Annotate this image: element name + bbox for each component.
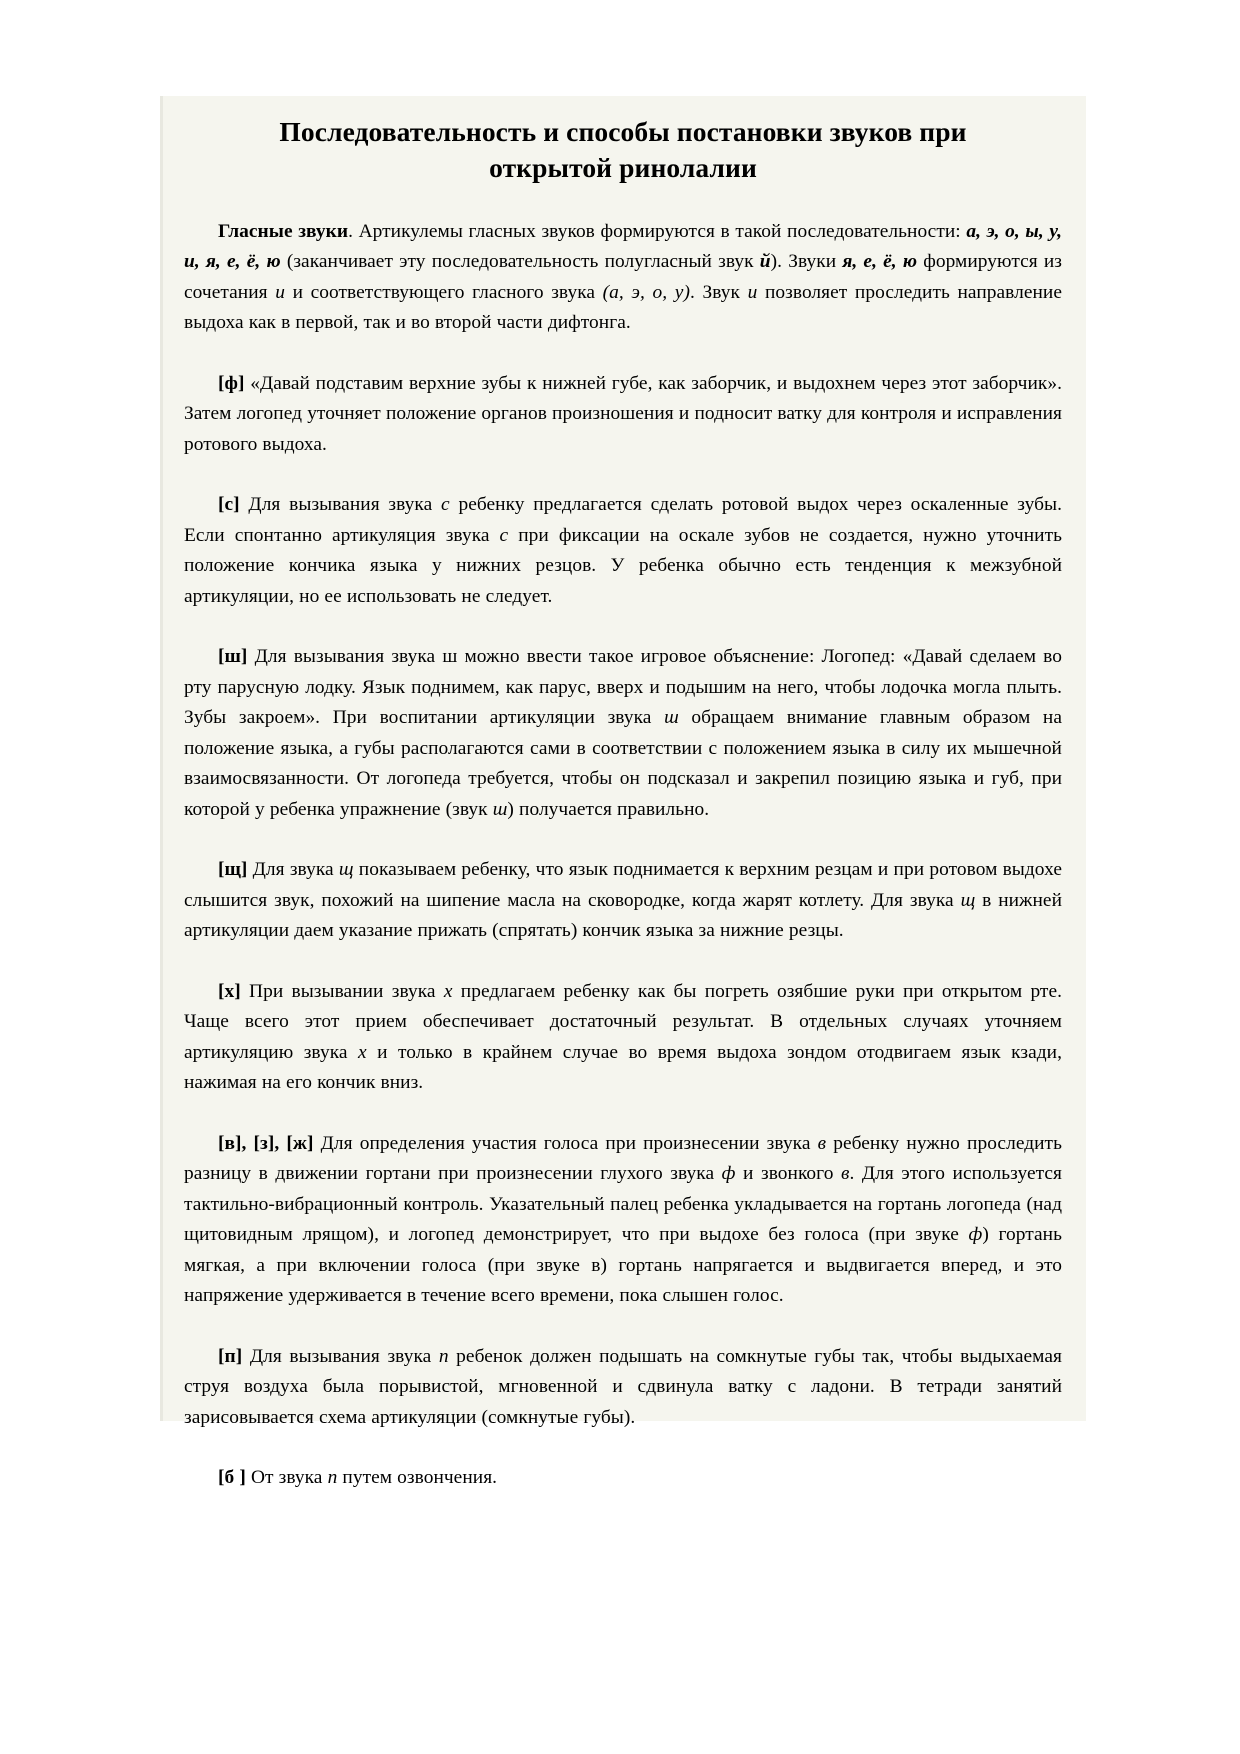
paragraph-sound-p bbox=[184, 1342, 1062, 1434]
sound-h-letter-2: х bbox=[357, 1041, 367, 1063]
vowel-sequence: а, э, о, ы, у, и, я, е, ё, ю bbox=[184, 220, 1062, 273]
sound-sh-t2: обращаем внимание главным образом на положение языка, а губы располагаются сами в соответствии с положением языка в силу их мышечной взаимосвязанности. От логопеда требуется, чтобы он подсказал и закрепил позицию языка и губ, при которой у ребенка упражнение (звук bbox=[184, 707, 1063, 820]
sound-vzzh-t1: Для определения участия голоса при произнесении звука bbox=[313, 1132, 818, 1154]
sound-b-letter-1: п bbox=[327, 1467, 338, 1489]
sound-vzzh-letter-3: в bbox=[840, 1163, 850, 1185]
sound-vzzh-letter-1: в bbox=[817, 1132, 827, 1154]
document-sheet bbox=[160, 96, 1086, 1489]
sound-tag-p: [п] bbox=[218, 1345, 243, 1367]
sound-p-letter-1: п bbox=[438, 1345, 449, 1367]
sound-h-t3: и только в крайнем случае во время выдоха зондом отодвигаем язык кзади, нажимая на его кончик вниз. bbox=[184, 1041, 1062, 1094]
sound-tag-f: [ф] bbox=[218, 372, 245, 394]
scan-edge bbox=[160, 96, 163, 1421]
vowels-part7: позволяет проследить направление выдоха как в первой, так и во второй части дифтонга. bbox=[184, 281, 1062, 334]
paragraph-vowels bbox=[184, 217, 1062, 339]
sound-sh-letter-1: ш bbox=[664, 707, 679, 729]
semivowel-letter: й bbox=[759, 251, 771, 273]
sound-sh-letter-2: ш bbox=[492, 798, 508, 820]
vowels-lead: Гласные звуки bbox=[218, 220, 349, 242]
sound-s-t2: ребенку предлагается сделать ротовой выдох через оскаленные зубы. Если спонтанно артикуляция звука bbox=[184, 494, 1062, 546]
sound-b-t1: От звука bbox=[245, 1467, 328, 1489]
sound-shch-t3: в нижней артикуляции даем указание прижать (спрятать) кончик языка за нижние резцы. bbox=[184, 889, 1063, 942]
sound-shch-t1: Для звука bbox=[247, 859, 339, 881]
sound-vzzh-letter-4: ф bbox=[968, 1224, 983, 1246]
sound-tag-sh: [ш] bbox=[218, 646, 248, 668]
paragraph-sound-f bbox=[184, 369, 1062, 461]
sound-s-t1: Для вызывания звука bbox=[239, 494, 442, 516]
sound-vzzh-t3: и звонкого bbox=[735, 1163, 841, 1185]
paragraph-sound-h bbox=[184, 977, 1062, 1099]
page-title: Последовательность и способы постановки звуков при открытой ринолалии bbox=[279, 116, 967, 184]
base-vowel-letters: (а, э, о, у) bbox=[602, 281, 690, 303]
sound-s-t3: при фиксации на оскале зубов не создается, нужно уточнить положение кончика языка у нижних резцов. У ребенка обычно есть тенденция к межзубной артикуляции, но ее использовать не следует. bbox=[184, 524, 1062, 607]
sound-p-t1: Для вызывания звука bbox=[242, 1345, 439, 1367]
sound-s-letter-1: с bbox=[441, 494, 450, 516]
paragraph-sound-b bbox=[184, 1463, 1062, 1494]
sound-shch-letter-1: щ bbox=[338, 859, 354, 881]
sound-tag-v-z-zh: [в], [з], [ж] bbox=[218, 1132, 314, 1154]
letter-i-second: и bbox=[747, 281, 758, 303]
sound-vzzh-t5: ) гортань мягкая, а при включении голоса (при звуке в) гортань напрягается и выдвигается вперед, и это напряжение удерживается в течение всего времени, пока слышен голос. bbox=[184, 1224, 1062, 1307]
sound-vzzh-t2: ребенку нужно проследить разницу в движении гортани при произнесении глухого звука bbox=[184, 1132, 1062, 1185]
sound-tag-s: [с] bbox=[218, 494, 240, 516]
sound-vzzh-t4: . Для этого используется тактильно-вибрационный контроль. Указательный палец ребенка укладывается на гортань логопеда (над щитовидным лрящом), и логопед демонстрирует, что при выдохе без голоса (при звуке bbox=[184, 1163, 1062, 1246]
sound-tag-h: [х] bbox=[218, 980, 241, 1002]
sound-shch-t2: показываем ребенку, что язык поднимается к верхним резцам и при ротовом выдохе слышится звук, похожий на шипение масла на сковородке, когда жарят котлету. Для звука bbox=[184, 859, 1062, 911]
letter-i: и bbox=[275, 281, 285, 303]
sound-h-t2: предлагаем ребенку как бы погреть озябшие руки при открытом рте. Чаще всего этот прием обеспечивает достаточный результат. В отдельных случаях уточняем артикуляцию звука bbox=[184, 980, 1063, 1063]
sound-b-t2: путем озвончения. bbox=[337, 1467, 498, 1489]
vowels-part5: и соответствующего гласного звука bbox=[284, 281, 603, 303]
paragraph-sound-v-z-zh bbox=[184, 1129, 1062, 1312]
sound-vzzh-letter-2: ф bbox=[721, 1163, 736, 1185]
sound-sh-t1: Для вызывания звука ш можно ввести такое игровое объяснение: Логопед: «Давай сделаем во рту парусную лодку. Язык поднимем, как парус, вверх и подышим на него, чтобы лодочка могла плыть. Зубы закроем». При воспитании артикуляции звука bbox=[184, 646, 1062, 729]
sound-f-text: «Давай подставим верхние зубы к нижней губе, как заборчик, и выдохнем через этот заборчик». Затем логопед уточняет положение органов произношения и подносит ватку для контроля и исправления ротового выдоха. bbox=[184, 372, 1062, 455]
paragraph-sound-s bbox=[184, 490, 1062, 612]
sound-p-t2: ребенок должен подышать на сомкнутые губы так, чтобы выдыхаемая струя воздуха была порывистой, мгновенной и сдвинула ватку с ладони. В тетради занятий зарисовывается схема артикуляции (сомкнутые губы). bbox=[184, 1345, 1062, 1428]
vowels-part6: . Звук bbox=[689, 281, 748, 303]
vowels-part2: (заканчивает эту последовательность полугласный звук bbox=[280, 251, 760, 273]
paragraph-sound-shch bbox=[184, 855, 1062, 947]
diphthong-letters: я, е, ё, ю bbox=[842, 251, 918, 273]
paragraph-sound-sh bbox=[184, 642, 1062, 825]
vowels-lead-suffix: . Артикулемы гласных звуков формируются в такой последовательности: bbox=[348, 220, 967, 242]
sound-sh-t3: ) получается правильно. bbox=[507, 798, 710, 820]
document-body bbox=[160, 217, 1086, 1494]
sound-tag-shch: [щ] bbox=[218, 859, 248, 881]
sound-tag-b: [б ] bbox=[218, 1467, 246, 1489]
sound-h-letter-1: х bbox=[443, 980, 453, 1002]
vowels-part4: формируются из сочетания bbox=[184, 251, 1063, 303]
sound-s-letter-2: с bbox=[499, 524, 509, 546]
sound-h-t1: При вызывании звука bbox=[240, 980, 444, 1002]
vowels-part3: ). Звуки bbox=[770, 251, 843, 273]
sound-shch-letter-2: щ bbox=[960, 889, 976, 911]
